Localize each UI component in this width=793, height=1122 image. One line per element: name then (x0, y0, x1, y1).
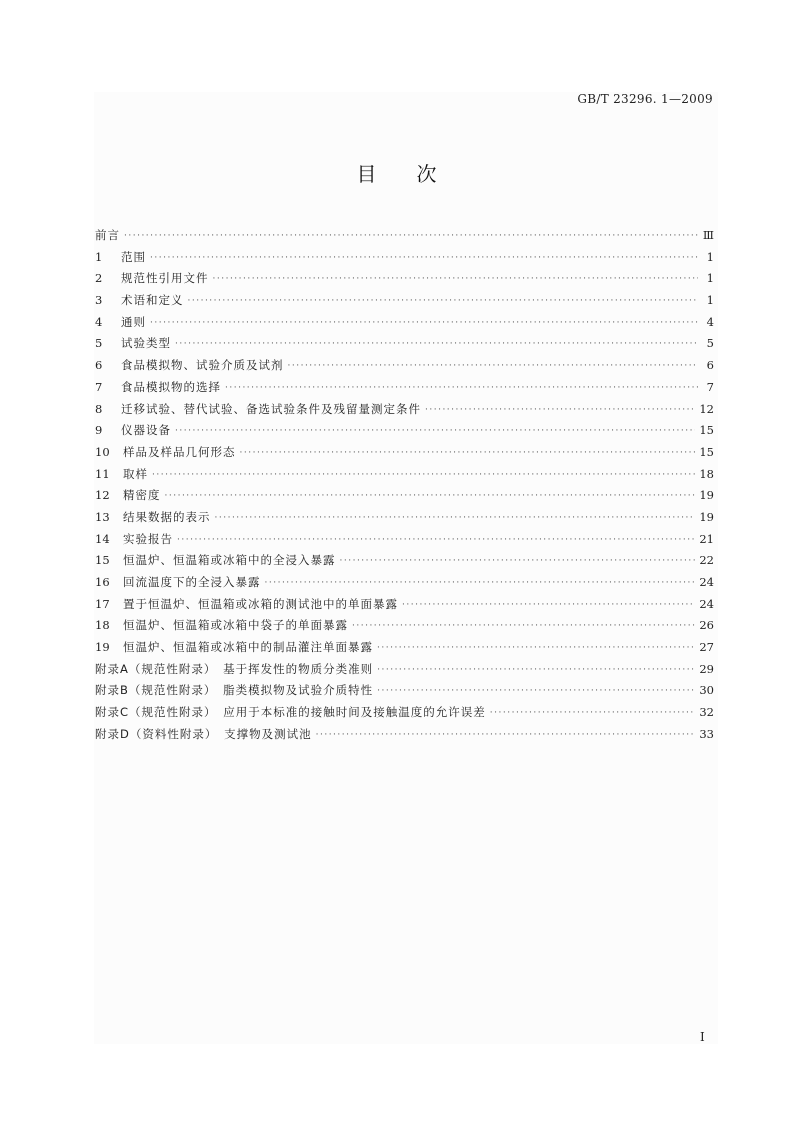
toc-entry-label: 回流温度下的全浸入暴露 (123, 575, 261, 589)
toc-entry-label: 术语和定义 (121, 293, 184, 308)
toc-entry-number: 2 (95, 271, 103, 286)
toc-entry-number: 18 (95, 618, 110, 633)
toc-leader (175, 334, 698, 356)
toc-entry-number: 8 (95, 401, 103, 416)
toc-entry-label: 规范性引用文件 (121, 271, 209, 286)
toc-entry[interactable] (95, 333, 714, 355)
toc-entry[interactable] (95, 615, 714, 637)
toc-entry-page: 1 (706, 293, 714, 308)
toc-entry-page: 19 (699, 509, 714, 524)
toc-entry-number: 9 (95, 423, 103, 438)
toc-entry[interactable] (95, 572, 714, 594)
toc-leader (377, 660, 695, 682)
toc-entry-page: 32 (699, 705, 714, 720)
toc-entry-label: 附录C（规范性附录） 应用于本标准的接触时间及接触温度的允许误差 (95, 705, 486, 720)
toc-entry-page: 5 (706, 336, 714, 351)
toc-entry-label: 取样 (123, 466, 148, 481)
toc-entry-number: 14 (95, 531, 110, 546)
toc-entry-number: 7 (95, 379, 103, 394)
toc-entry-page: 30 (699, 683, 714, 698)
toc-entry-number: 10 (95, 444, 110, 459)
toc-entry[interactable] (95, 507, 714, 529)
toc-leader (124, 226, 698, 248)
table-of-contents (95, 225, 714, 746)
page-title: 目次 (356, 162, 477, 186)
toc-entry-page: 22 (699, 553, 714, 568)
toc-entry-label: 仪器设备 (121, 423, 171, 438)
toc-leader (215, 508, 696, 530)
toc-leader (165, 486, 696, 508)
toc-entry-page: Ⅲ (702, 228, 714, 242)
toc-leader (150, 313, 698, 335)
toc-entry-page: 29 (699, 661, 714, 676)
toc-entry[interactable] (95, 594, 714, 616)
toc-entry-number: 16 (95, 575, 110, 589)
toc-entry-number: 11 (95, 466, 110, 481)
toc-entry-label: 附录D（资料性附录） 支撑物及测试池 (95, 726, 312, 741)
toc-entry[interactable] (95, 399, 714, 421)
document-code: GB/T 23296. 1—2009 (577, 92, 713, 106)
toc-entry-page: 1 (706, 249, 714, 264)
toc-entry-label: 范围 (121, 249, 146, 264)
toc-entry-number: 6 (95, 358, 103, 373)
toc-entry-page: 4 (706, 314, 714, 329)
toc-entry-number: 5 (95, 336, 103, 351)
toc-leader (425, 400, 695, 422)
toc-entry-page: 33 (699, 726, 714, 741)
toc-entry-page: 26 (699, 618, 714, 633)
toc-leader (490, 703, 696, 725)
toc-entry-page: 18 (699, 466, 714, 481)
toc-entry-page: 24 (699, 575, 714, 589)
toc-entry-label: 恒温炉、恒温箱或冰箱中的全浸入暴露 (123, 553, 336, 568)
toc-entry-annex[interactable] (95, 702, 714, 724)
toc-entry[interactable] (95, 247, 714, 269)
toc-entry-label: 食品模拟物、试验介质及试剂 (121, 358, 284, 373)
toc-entry[interactable] (95, 442, 714, 464)
toc-entry-label: 迁移试验、替代试验、备选试验条件及残留量测定条件 (121, 401, 421, 416)
page-number: I (700, 1030, 705, 1044)
toc-entry[interactable] (95, 637, 714, 659)
toc-entry-label: 食品模拟物的选择 (121, 379, 221, 394)
toc-leader (150, 248, 698, 270)
toc-entry-number: 13 (95, 509, 110, 524)
toc-entry[interactable] (95, 355, 714, 377)
toc-entry-page: 15 (699, 423, 714, 438)
toc-leader (177, 530, 695, 552)
toc-entry-page: 19 (699, 488, 714, 503)
toc-leader (152, 465, 695, 487)
toc-entry-number: 17 (95, 596, 110, 611)
toc-leader (352, 616, 695, 638)
toc-entry-number: 1 (95, 249, 103, 264)
toc-entry-annex[interactable] (95, 659, 714, 681)
toc-entry-label: 结果数据的表示 (123, 509, 211, 524)
toc-leader (240, 443, 696, 465)
toc-entry-label: 附录B（规范性附录） 脂类模拟物及试验介质特性 (95, 683, 374, 698)
toc-entry-label: 实验报告 (123, 531, 173, 546)
toc-leader (188, 291, 699, 313)
toc-entry[interactable] (95, 485, 714, 507)
toc-leader (213, 269, 699, 291)
toc-entry[interactable] (95, 225, 714, 247)
toc-leader (402, 595, 695, 617)
toc-entry-page: 1 (706, 271, 714, 286)
toc-entry-label: 附录A（规范性附录） 基于挥发性的物质分类准则 (95, 661, 374, 676)
toc-entry-number: 3 (95, 293, 103, 308)
toc-entry-page: 15 (699, 444, 714, 459)
toc-leader (316, 725, 696, 747)
toc-entry-number: 19 (95, 640, 110, 655)
toc-entry-number: 15 (95, 553, 110, 568)
toc-leader (377, 638, 695, 660)
toc-entry-label: 前言 (95, 228, 120, 242)
toc-leader (225, 378, 698, 400)
toc-entry[interactable] (95, 312, 714, 334)
toc-entry-page: 7 (706, 379, 714, 394)
toc-leader (377, 681, 695, 703)
toc-entry[interactable] (95, 290, 714, 312)
toc-entry-label: 精密度 (123, 488, 161, 503)
toc-entry[interactable] (95, 464, 714, 486)
toc-leader (340, 551, 696, 573)
toc-leader (175, 421, 695, 443)
toc-entry[interactable] (95, 529, 714, 551)
toc-entry-page: 21 (699, 531, 714, 546)
toc-entry-label: 通则 (121, 314, 146, 329)
toc-entry-label: 恒温炉、恒温箱或冰箱中的制品灌注单面暴露 (123, 640, 373, 655)
toc-entry[interactable] (95, 420, 714, 442)
toc-entry-label: 置于恒温炉、恒温箱或冰箱的测试池中的单面暴露 (123, 596, 398, 611)
toc-entry-page: 27 (699, 640, 714, 655)
toc-entry[interactable] (95, 550, 714, 572)
toc-entry-number: 12 (95, 488, 110, 503)
toc-entry-label: 试验类型 (121, 336, 171, 351)
toc-entry-label: 样品及样品几何形态 (123, 444, 236, 459)
toc-entry-page: 12 (699, 401, 714, 416)
toc-entry[interactable] (95, 268, 714, 290)
toc-entry-annex[interactable] (95, 680, 714, 702)
toc-entry-number: 4 (95, 314, 103, 329)
toc-entry-annex[interactable] (95, 724, 714, 746)
toc-entry-label: 恒温炉、恒温箱或冰箱中袋子的单面暴露 (123, 618, 348, 633)
toc-leader (288, 356, 699, 378)
toc-entry-page: 24 (699, 596, 714, 611)
toc-leader (265, 573, 696, 595)
toc-entry[interactable] (95, 377, 714, 399)
toc-entry-page: 6 (706, 358, 714, 373)
